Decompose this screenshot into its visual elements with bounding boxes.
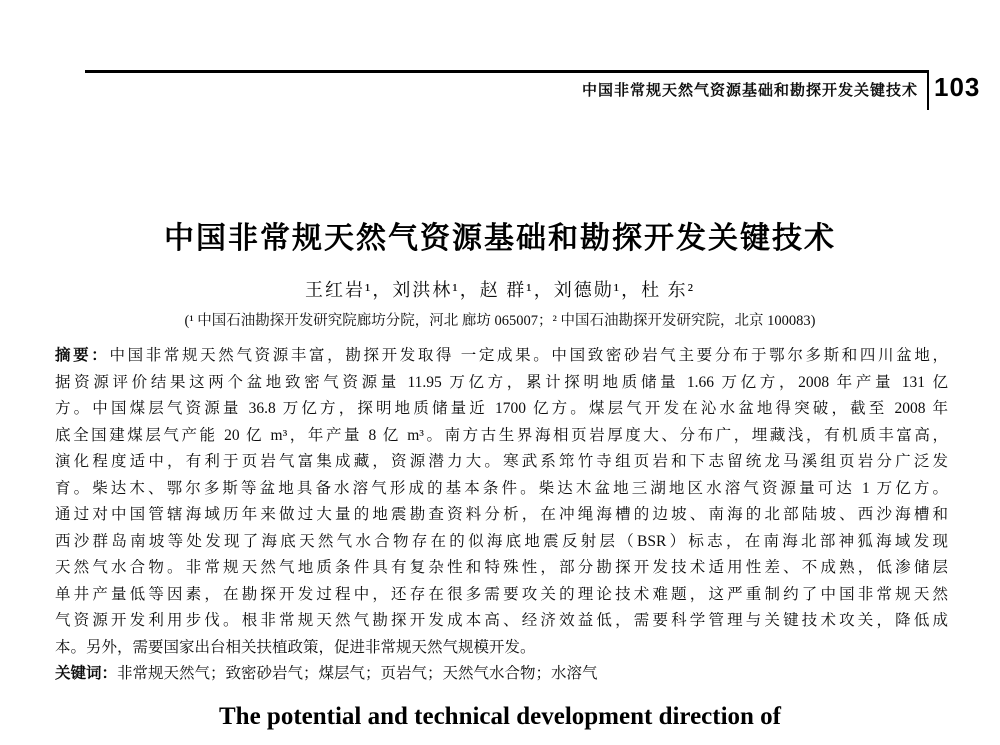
keywords-text: 非常规天然气；致密砂岩气；煤层气；页岩气；天然气水合物；水溶气 [117, 665, 598, 682]
abstract-line: 通过对中国管辖海域历年来做过大量的地震勘查资料分析，在冲绳海槽的边坡、南海的北部陆坡、西沙海槽和 [55, 506, 948, 523]
abstract-line: 西沙群岛南坡等处发现了海底天然气水合物存在的似海底地震反射层（BSR）标志，在南海北部神狐海域发现 [55, 532, 948, 550]
abstract-text: 中国非常规天然气资源丰富，勘探开发取得 一定成果。中国致密砂岩气主要分布于鄂尔多斯和四川盆地， [109, 347, 948, 364]
keywords-line [55, 661, 948, 688]
abstract-line [55, 343, 948, 370]
page-number: 103 [934, 72, 981, 102]
authors-line: 王红岩¹，刘洪林¹，赵 群¹，刘德勋¹，杜 东² [305, 280, 695, 300]
header-rule [85, 70, 927, 73]
abstract-line: 育。柴达木、鄂尔多斯等盆地具备水溶气形成的基本条件。柴达木盆地三湖地区水溶气资源量可达 1 万亿方。 [55, 479, 948, 497]
abstract-line: 天然气水合物。非常规天然气地质条件具有复杂性和特殊性，部分勘探开发技术适用性差、不成熟，低渗储层 [55, 559, 948, 576]
abstract-line: 气资源开发利用步伐。根非常规天然气勘探开发成本高、经济效益低，需要科学管理与关键技术攻关，降低成 [55, 612, 948, 629]
english-title: The potential and technical development direction of [218, 703, 782, 730]
abstract-line: 底全国建煤层气产能 20 亿 m³，年产量 8 亿 m³。南方古生界海相页岩厚度大、分布广，埋藏浅，有机质丰富高， [55, 426, 948, 444]
abstract-line: 据资源评价结果这两个盆地致密气资源量 11.95 万亿方，累计探明地质储量 1.66 万亿方，2008 年产量 131 亿 [55, 373, 948, 391]
header-page-divider [927, 70, 929, 110]
running-title: 中国非常规天然气资源基础和勘探开发关键技术 [581, 82, 918, 99]
abstract-block [55, 343, 948, 688]
abstract-line: 单井产量低等因素，在勘探开发过程中，还存在很多需要攻关的理论技术难题，这严重制约了中国非常规天然 [55, 585, 948, 603]
abstract-line: 演化程度适中，有利于页岩气富集成藏，资源潜力大。寒武系筇竹寺组页岩和下志留统龙马溪组页岩分广泛发 [55, 453, 948, 470]
abstract-label: 摘要： [55, 347, 110, 364]
abstract-line: 本。另外，需要国家出台相关扶植政策，促进非常规天然气规模开发。 [55, 638, 536, 656]
article-title: 中国非常规天然气资源基础和勘探开发关键技术 [164, 222, 836, 255]
keywords-label: 关键词： [55, 665, 118, 682]
abstract-line: 方。中国煤层气资源量 36.8 万亿方，探明地质储量近 1700 亿方。煤层气开发在沁水盆地得突破，截至 2008 年 [55, 400, 948, 417]
affiliation-line: (¹ 中国石油勘探开发研究院廊坊分院，河北 廊坊 065007；² 中国石油勘探开发研究院，北京 100083) [184, 313, 816, 329]
